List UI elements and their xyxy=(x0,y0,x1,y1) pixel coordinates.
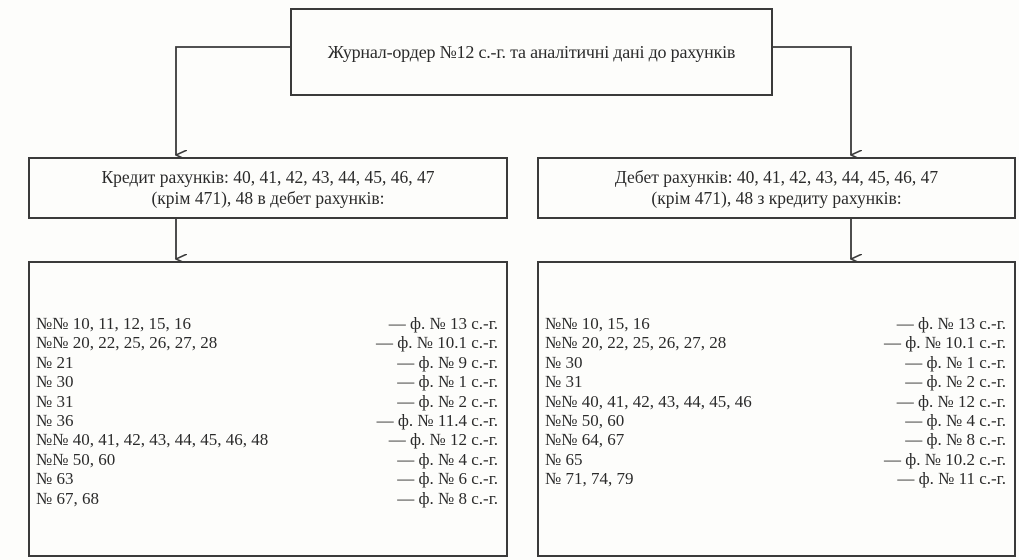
account-numbers: №№ 40, 41, 42, 43, 44, 45, 46 xyxy=(545,391,752,411)
connector-top-left xyxy=(176,47,290,155)
form-reference: — ф. № 11 с.-г. xyxy=(897,469,1006,489)
account-numbers: № 30 xyxy=(36,372,74,392)
list-item xyxy=(545,392,1006,411)
list-item xyxy=(36,353,498,372)
credit-accounts-heading xyxy=(101,167,434,209)
account-numbers: №№ 20, 22, 25, 26, 27, 28 xyxy=(36,333,218,353)
debit-heading-line1: Дебет рахунків: 40, 41, 42, 43, 44, 45, 46, 47 xyxy=(614,167,939,187)
list-item xyxy=(545,333,1006,352)
credit-accounts-list xyxy=(36,314,498,508)
list-item xyxy=(545,469,1006,488)
account-numbers: №№ 10, 15, 16 xyxy=(545,314,650,333)
debit-heading-line2: (крім 471), 48 з кредиту рахунків: xyxy=(651,188,902,208)
debit-accounts-box xyxy=(537,157,1016,219)
account-numbers: №№ 64, 67 xyxy=(545,430,625,450)
form-reference: — ф. № 8 с.-г. xyxy=(397,488,498,508)
account-numbers: № 65 xyxy=(545,449,583,469)
account-numbers: № 71, 74, 79 xyxy=(545,469,634,489)
list-item xyxy=(545,411,1006,430)
form-reference: — ф. № 2 с.-г. xyxy=(905,372,1006,392)
account-numbers: № 36 xyxy=(36,411,74,431)
form-reference: — ф. № 1 с.-г. xyxy=(905,352,1006,372)
account-numbers: № 31 xyxy=(36,391,74,411)
form-reference: — ф. № 1 с.-г. xyxy=(397,372,498,392)
list-item xyxy=(545,430,1006,449)
list-item xyxy=(36,314,498,333)
list-item xyxy=(545,372,1006,391)
list-item xyxy=(36,489,498,508)
debit-accounts-heading xyxy=(615,167,938,209)
connector-top-right xyxy=(773,47,851,155)
form-reference: — ф. № 12 с.-г. xyxy=(388,430,498,450)
list-item xyxy=(36,411,498,430)
list-item xyxy=(36,469,498,488)
form-reference: — ф. № 2 с.-г. xyxy=(397,391,498,411)
credit-heading-line2: (крім 471), 48 в дебет рахунків: xyxy=(151,188,385,208)
list-item xyxy=(545,314,1006,333)
form-reference: — ф. № 13 с.-г. xyxy=(388,314,498,333)
list-item xyxy=(36,450,498,469)
form-reference: — ф. № 11.4 с.-г. xyxy=(376,411,498,431)
credit-heading-line1: Кредит рахунків: 40, 41, 42, 43, 44, 45, 46, 47 xyxy=(101,167,435,187)
form-reference: — ф. № 4 с.-г. xyxy=(397,449,498,469)
form-reference: — ф. № 9 с.-г. xyxy=(397,352,498,372)
list-item xyxy=(36,372,498,391)
debit-accounts-list-box xyxy=(537,261,1016,557)
form-reference: — ф. № 13 с.-г. xyxy=(896,314,1006,333)
account-numbers: № 31 xyxy=(545,372,583,392)
form-reference: — ф. № 4 с.-г. xyxy=(905,411,1006,431)
debit-accounts-list xyxy=(545,314,1006,489)
form-reference: — ф. № 10.1 с.-г. xyxy=(376,333,498,353)
account-numbers: №№ 50, 60 xyxy=(36,449,116,469)
account-numbers: № 21 xyxy=(36,352,74,372)
journal-order-box xyxy=(290,8,773,96)
form-reference: — ф. № 12 с.-г. xyxy=(896,391,1006,411)
account-numbers: № 67, 68 xyxy=(36,488,99,508)
account-numbers: №№ 10, 11, 12, 15, 16 xyxy=(36,314,192,333)
list-item xyxy=(545,353,1006,372)
form-reference: — ф. № 6 с.-г. xyxy=(397,469,498,489)
account-numbers: №№ 50, 60 xyxy=(545,411,625,431)
account-numbers: №№ 20, 22, 25, 26, 27, 28 xyxy=(545,333,727,353)
form-reference: — ф. № 8 с.-г. xyxy=(905,430,1006,450)
account-numbers: № 63 xyxy=(36,469,74,489)
account-numbers: № 30 xyxy=(545,352,583,372)
list-item xyxy=(545,450,1006,469)
form-reference: — ф. № 10.1 с.-г. xyxy=(884,333,1006,353)
credit-accounts-list-box xyxy=(28,261,508,557)
list-item xyxy=(36,392,498,411)
account-numbers: №№ 40, 41, 42, 43, 44, 45, 46, 48 xyxy=(36,430,269,450)
list-item xyxy=(36,333,498,352)
form-reference: — ф. № 10.2 с.-г. xyxy=(884,449,1006,469)
journal-order-title: Журнал-ордер №12 с.-г. та аналітичні дані до рахунків xyxy=(327,41,736,62)
list-item xyxy=(36,430,498,449)
credit-accounts-box xyxy=(28,157,508,219)
